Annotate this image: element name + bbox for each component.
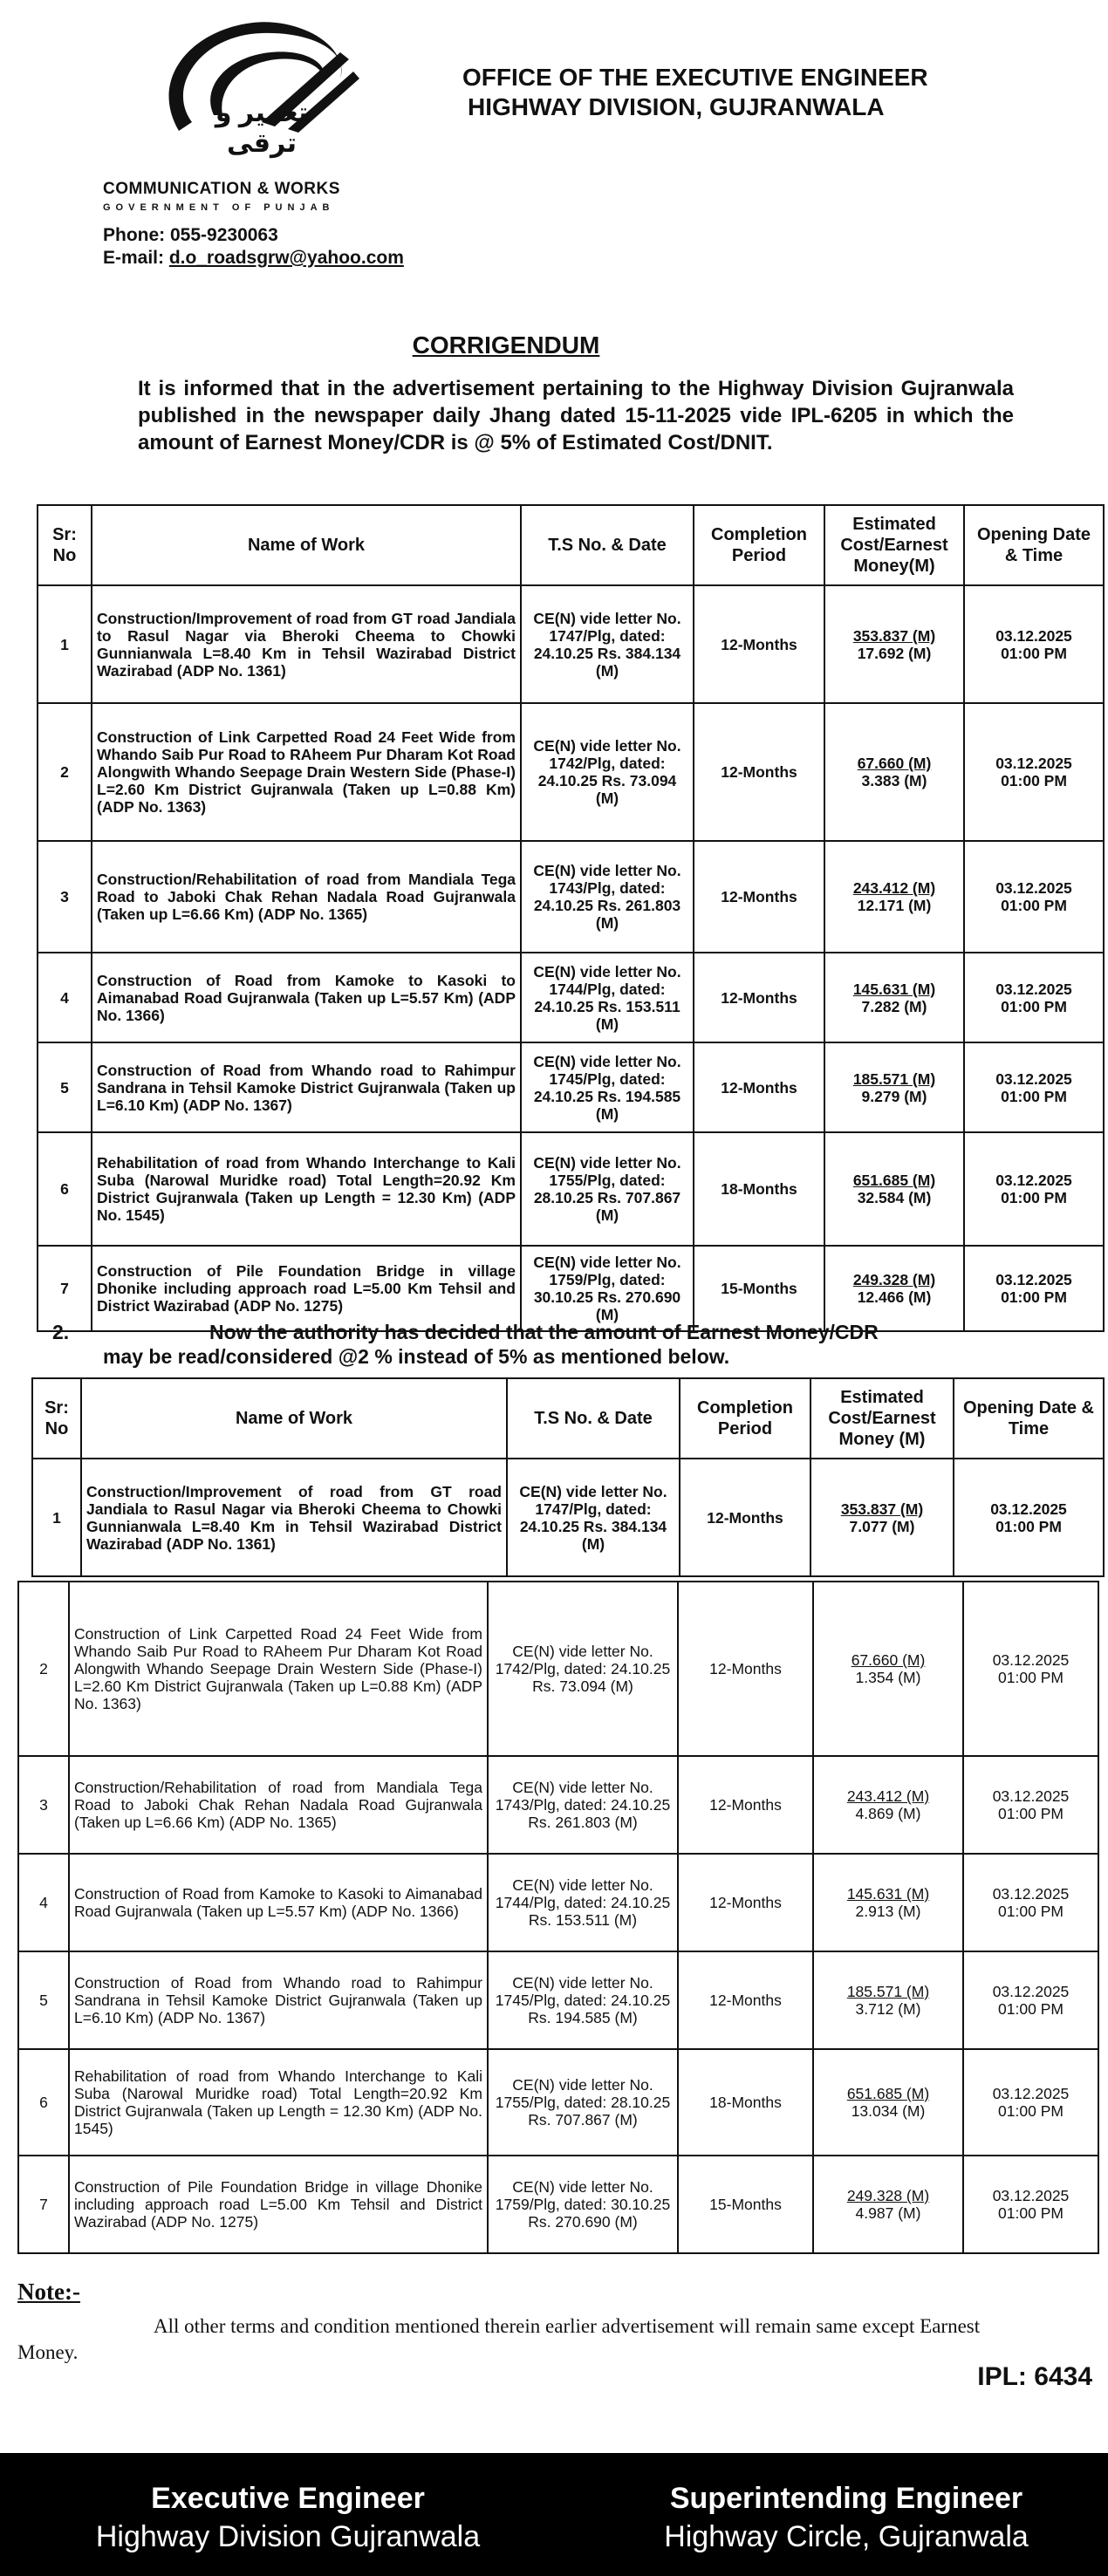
earnest-money: 1.354 (M)	[855, 1669, 921, 1686]
col-cost: Estimated Cost/Earnest Money(M)	[824, 505, 964, 585]
earnest-money: 7.077 (M)	[849, 1517, 915, 1535]
cell-period: 18-Months	[678, 2049, 813, 2156]
estimated-cost: 651.685 (M)	[846, 2085, 930, 2102]
cell-name: Construction of Road from Kamoke to Kasoki to Aimanabad Road Gujranwala (Taken up L=5.57 Km) (ADP No. 1366)	[69, 1854, 488, 1951]
cell-period: 12-Months	[678, 1756, 813, 1854]
table-row	[18, 2049, 1098, 2156]
cell-cost	[824, 1042, 964, 1132]
cell-period: 12-Months	[678, 1582, 813, 1756]
opening-time: 01:00 PM	[1001, 1288, 1067, 1306]
opening-time: 01:00 PM	[1001, 1087, 1067, 1105]
opening-date: 03.12.2025	[992, 1787, 1070, 1805]
table-header-row	[32, 1378, 1104, 1459]
cell-ts: CE(N) vide letter No. 1747/Plg, dated: 24.10.25 Rs. 384.134 (M)	[521, 585, 694, 703]
opening-time: 01:00 PM	[1001, 772, 1067, 789]
para2-number: 2.	[52, 1321, 70, 1343]
earnest-money: 12.466 (M)	[857, 1288, 932, 1306]
cell-period: 12-Months	[678, 1854, 813, 1951]
table-row	[18, 1854, 1098, 1951]
cell-name: Rehabilitation of road from Whando Interchange to Kali Suba (Narowal Muridke road) Total Length=20.92 Km District Gujranwala (Taken up Length = 12.30 Km) (ADP No. 1545)	[92, 1132, 521, 1246]
cell-ts: CE(N) vide letter No. 1743/Plg, dated: 24.10.25 Rs. 261.803 (M)	[521, 841, 694, 953]
earnest-money: 2.913 (M)	[855, 1903, 921, 1920]
table-row	[38, 703, 1104, 841]
opening-date: 03.12.2025	[992, 1885, 1070, 1903]
cell-cost	[824, 585, 964, 703]
estimated-cost: 249.328 (M)	[852, 1271, 936, 1288]
opening-date: 03.12.2025	[995, 1069, 1072, 1088]
estimated-cost: 353.837 (M)	[840, 1500, 924, 1518]
office-line-1: OFFICE OF THE EXECUTIVE ENGINEER	[462, 64, 928, 91]
estimated-cost: 651.685 (M)	[852, 1172, 936, 1189]
cell-name: Construction/Rehabilitation of road from Mandiala Tega Road to Jaboki Chak Rehan Nadala Road Gujranwala (Taken up L=6.66 Km) (ADP No. 1365)	[92, 841, 521, 953]
estimated-cost: 243.412 (M)	[852, 879, 936, 897]
cell-name: Construction/Improvement of road from GT road Jandiala to Rasul Nagar via Bheroki Cheema to Chowki Gunnianwala L=8.40 Km in Tehsil Wazirabad District Wazirabad (ADP No. 1361)	[92, 585, 521, 703]
note-text: All other terms and condition mentioned therein earlier advertisement will remain same except Earnest Money.	[17, 2315, 981, 2363]
office-title	[462, 63, 986, 122]
opening-date: 03.12.2025	[992, 1983, 1070, 2000]
cell-opening	[963, 2049, 1098, 2156]
cell-opening	[963, 1582, 1098, 1756]
cell-cost	[813, 1756, 963, 1854]
cell-period: 18-Months	[694, 1132, 824, 1246]
cell-sr: 6	[38, 1132, 92, 1246]
cell-opening	[954, 1459, 1104, 1576]
opening-date: 03.12.2025	[995, 1172, 1072, 1189]
cell-ts: CE(N) vide letter No. 1742/Plg, dated: 24.10.25 Rs. 73.094 (M)	[521, 703, 694, 841]
earnest-money: 7.282 (M)	[861, 997, 927, 1015]
office-line-2: HIGHWAY DIVISION, GUJRANWALA	[468, 93, 885, 120]
cell-cost	[824, 1132, 964, 1246]
opening-date: 03.12.2025	[995, 626, 1072, 645]
signature-role: Superintending Engineer	[669, 2482, 1023, 2515]
signature-footer	[0, 2453, 1108, 2576]
opening-date: 03.12.2025	[992, 2187, 1070, 2204]
opening-time: 01:00 PM	[1001, 1189, 1067, 1206]
col-opening: Opening Date & Time	[964, 505, 1104, 585]
cell-ts: CE(N) vide letter No. 1743/Plg, dated: 24.10.25 Rs. 261.803 (M)	[488, 1756, 678, 1854]
cell-opening	[964, 703, 1104, 841]
cell-name: Construction/Improvement of road from GT road Jandiala to Rasul Nagar via Bheroki Cheema to Chowki Gunnianwala L=8.40 Km in Tehsil Wazirabad District Wazirabad (ADP No. 1361)	[81, 1459, 507, 1576]
opening-time: 01:00 PM	[998, 2204, 1064, 2222]
cell-opening	[963, 2156, 1098, 2253]
table-header-row	[38, 505, 1104, 585]
cell-ts: CE(N) vide letter No. 1745/Plg, dated: 24.10.25 Rs. 194.585 (M)	[521, 1042, 694, 1132]
cell-sr: 4	[38, 953, 92, 1042]
cell-ts: CE(N) vide letter No. 1742/Plg, dated: 24.10.25 Rs. 73.094 (M)	[488, 1582, 678, 1756]
earnest-money: 4.869 (M)	[855, 1805, 921, 1822]
opening-time: 01:00 PM	[998, 1903, 1064, 1920]
cell-cost	[824, 953, 964, 1042]
cell-name: Construction/Rehabilitation of road from Mandiala Tega Road to Jaboki Chak Rehan Nadala Road Gujranwala (Taken up L=6.66 Km) (ADP No. 1365)	[69, 1756, 488, 1854]
table-row	[18, 1582, 1098, 1756]
cell-period: 12-Months	[678, 1951, 813, 2049]
estimated-cost: 67.660 (M)	[851, 1651, 926, 1669]
opening-date: 03.12.2025	[995, 1271, 1072, 1288]
cell-sr: 1	[32, 1459, 81, 1576]
cw-logo	[131, 17, 384, 179]
cell-sr: 3	[38, 841, 92, 953]
cell-sr: 2	[38, 703, 92, 841]
cell-ts: CE(N) vide letter No. 1759/Plg, dated: 30.10.25 Rs. 270.690 (M)	[521, 1246, 694, 1331]
cell-cost	[813, 1951, 963, 2049]
opening-time: 01:00 PM	[998, 2000, 1064, 2018]
earnest-money: 12.171 (M)	[857, 897, 932, 914]
logo-urdu-text: تعمیر و ترقی	[215, 99, 309, 158]
para2-text-1: Now the authority has decided that the amount of Earnest Money/CDR	[209, 1321, 879, 1343]
cell-ts: CE(N) vide letter No. 1755/Plg, dated: 28.10.25 Rs. 707.867 (M)	[488, 2049, 678, 2156]
cell-opening	[964, 1246, 1104, 1331]
cell-name: Construction of Road from Whando road to Rahimpur Sandrana in Tehsil Kamoke District Gujranwala (Taken up L=6.10 Km) (ADP No. 1367)	[92, 1042, 521, 1132]
cell-period: 12-Months	[694, 703, 824, 841]
cell-cost	[813, 2156, 963, 2253]
cell-name: Construction of Pile Foundation Bridge in village Dhonike including approach road L=5.00 Km Tehsil and District Wazirabad (ADP No. 1275)	[69, 2156, 488, 2253]
cell-ts: CE(N) vide letter No. 1747/Plg, dated: 24.10.25 Rs. 384.134 (M)	[507, 1459, 680, 1576]
cell-sr: 2	[18, 1582, 69, 1756]
cell-opening	[964, 953, 1104, 1042]
estimated-cost: 145.631 (M)	[846, 1885, 930, 1903]
col-sr: Sr: No	[32, 1378, 81, 1459]
estimated-cost: 353.837 (M)	[852, 626, 936, 645]
signature-unit: Highway Division Gujranwala	[95, 2520, 481, 2553]
cell-sr: 3	[18, 1756, 69, 1854]
cell-name: Construction of Link Carpetted Road 24 Feet Wide from Whando Saib Pur Road to RAheem Pur Dharam Kot Road Alongwith Whando Seepage Drain Western Side (Phase-I) L=2.60 Km District Gujranwala (Taken up L=0.88 Km) (ADP No. 1363)	[69, 1582, 488, 1756]
cell-cost	[810, 1459, 954, 1576]
cell-cost	[813, 2049, 963, 2156]
note-label: Note:-	[17, 2279, 80, 2305]
col-period: Completion Period	[680, 1378, 810, 1459]
opening-time: 01:00 PM	[998, 1805, 1064, 1822]
para2-line-1	[52, 1320, 1012, 1344]
opening-date: 03.12.2025	[995, 980, 1072, 998]
earnest-money: 4.987 (M)	[855, 2204, 921, 2222]
opening-date: 03.12.2025	[992, 2085, 1070, 2102]
col-ts: T.S No. & Date	[507, 1378, 680, 1459]
cell-cost	[824, 841, 964, 953]
cell-sr: 1	[38, 585, 92, 703]
cell-opening	[964, 585, 1104, 703]
signature-role: Executive Engineer	[151, 2482, 425, 2515]
cell-period: 12-Months	[694, 953, 824, 1042]
department-name: COMMUNICATION & WORKS	[103, 180, 340, 198]
earnest-money: 17.692 (M)	[857, 644, 932, 662]
cell-name: Construction of Road from Whando road to Rahimpur Sandrana in Tehsil Kamoke District Gujranwala (Taken up L=6.10 Km) (ADP No. 1367)	[69, 1951, 488, 2049]
cell-name: Construction of Pile Foundation Bridge in village Dhonike including approach road L=5.00 Km Tehsil and District Wazirabad (ADP No. 1275)	[92, 1246, 521, 1331]
col-ts: T.S No. & Date	[521, 505, 694, 585]
col-opening: Opening Date & Time	[954, 1378, 1104, 1459]
cell-ts: CE(N) vide letter No. 1755/Plg, dated: 28.10.25 Rs. 707.867 (M)	[521, 1132, 694, 1246]
col-name: Name of Work	[92, 505, 521, 585]
page-title: CORRIGENDUM	[412, 331, 600, 359]
earnest-money: 32.584 (M)	[857, 1189, 932, 1206]
cell-opening	[963, 1854, 1098, 1951]
para2-text-2: may be read/considered @2 % instead of 5% as mentioned below.	[103, 1345, 730, 1368]
cell-name: Rehabilitation of road from Whando Interchange to Kali Suba (Narowal Muridke road) Total Length=20.92 Km District Gujranwala (Taken up Length = 12.30 Km) (ADP No. 1545)	[69, 2049, 488, 2156]
phone-number: Phone: 055-9230063	[103, 225, 278, 245]
table-row	[38, 1246, 1104, 1331]
opening-date: 03.12.2025	[992, 1651, 1070, 1669]
cell-opening	[964, 1042, 1104, 1132]
cell-period: 12-Months	[694, 585, 824, 703]
cell-sr: 6	[18, 2049, 69, 2156]
cell-period: 12-Months	[680, 1459, 810, 1576]
opening-time: 01:00 PM	[1001, 897, 1067, 914]
col-period: Completion Period	[694, 505, 824, 585]
email-line	[103, 248, 404, 269]
cell-sr: 7	[38, 1246, 92, 1331]
estimated-cost: 249.328 (M)	[846, 2187, 930, 2204]
cell-period: 12-Months	[694, 1042, 824, 1132]
email-label: E-mail:	[103, 248, 169, 268]
table-row	[38, 1042, 1104, 1132]
opening-date: 03.12.2025	[990, 1500, 1067, 1518]
signature-unit: Highway Circle, Gujranwala	[664, 2520, 1029, 2553]
estimated-cost: 145.631 (M)	[852, 980, 936, 998]
opening-date: 03.12.2025	[995, 879, 1072, 897]
table-row	[18, 1756, 1098, 1854]
earnest-money: 3.712 (M)	[855, 2000, 921, 2018]
earnest-money: 3.383 (M)	[861, 772, 927, 789]
earnest-money: 9.279 (M)	[861, 1087, 927, 1105]
cell-period: 15-Months	[678, 2156, 813, 2253]
revised-works-table-part1	[31, 1377, 1105, 1577]
col-name: Name of Work	[81, 1378, 507, 1459]
signature-superintending-engineer	[593, 2479, 1099, 2556]
government-name: GOVERNMENT OF PUNJAB	[103, 202, 335, 213]
estimated-cost: 185.571 (M)	[852, 1069, 936, 1088]
opening-time: 01:00 PM	[1001, 644, 1067, 662]
ipl-number: IPL: 6434	[977, 2362, 1092, 2391]
opening-time: 01:00 PM	[998, 2102, 1064, 2120]
opening-time: 01:00 PM	[1001, 997, 1067, 1015]
table-row	[18, 2156, 1098, 2253]
cell-name: Construction of Road from Kamoke to Kasoki to Aimanabad Road Gujranwala (Taken up L=5.57 Km) (ADP No. 1366)	[92, 953, 521, 1042]
cell-cost	[813, 1854, 963, 1951]
table-row	[38, 1132, 1104, 1246]
signature-executive-engineer	[35, 2479, 541, 2556]
email-link[interactable]: d.o_roadsgrw@yahoo.com	[168, 248, 404, 268]
col-cost: Estimated Cost/Earnest Money (M)	[810, 1378, 954, 1459]
cell-sr: 5	[38, 1042, 92, 1132]
table-row	[38, 953, 1104, 1042]
cell-ts: CE(N) vide letter No. 1745/Plg, dated: 24.10.25 Rs. 194.585 (M)	[488, 1951, 678, 2049]
cell-opening	[963, 1951, 1098, 2049]
earnest-money: 13.034 (M)	[851, 2102, 926, 2120]
cell-period: 12-Months	[694, 841, 824, 953]
table-row	[38, 585, 1104, 703]
letterhead	[0, 0, 1108, 331]
cell-period: 15-Months	[694, 1246, 824, 1331]
cell-cost	[824, 1246, 964, 1331]
estimated-cost: 185.571 (M)	[846, 1983, 930, 2000]
cell-ts: CE(N) vide letter No. 1744/Plg, dated: 24.10.25 Rs. 153.511 (M)	[488, 1854, 678, 1951]
cell-cost	[813, 1582, 963, 1756]
original-works-table	[37, 504, 1105, 1332]
opening-time: 01:00 PM	[995, 1517, 1062, 1535]
paragraph-2	[52, 1320, 1012, 1369]
cell-sr: 4	[18, 1854, 69, 1951]
opening-time: 01:00 PM	[998, 1669, 1064, 1686]
cell-sr: 5	[18, 1951, 69, 2049]
cell-cost	[824, 703, 964, 841]
cell-ts: CE(N) vide letter No. 1744/Plg, dated: 24.10.25 Rs. 153.511 (M)	[521, 953, 694, 1042]
col-sr: Sr: No	[38, 505, 92, 585]
estimated-cost: 67.660 (M)	[857, 755, 932, 772]
cell-name: Construction of Link Carpetted Road 24 Feet Wide from Whando Saib Pur Road to RAheem Pur Dharam Kot Road Alongwith Whando Seepage Drain Western Side (Phase-I) L=2.60 Km District Gujranwala (Taken up L=0.88 Km) (ADP No. 1363)	[92, 703, 521, 841]
table-row	[38, 841, 1104, 953]
cell-sr: 7	[18, 2156, 69, 2253]
estimated-cost: 243.412 (M)	[846, 1787, 930, 1805]
table-row	[18, 1951, 1098, 2049]
opening-date: 03.12.2025	[995, 755, 1072, 772]
cell-opening	[963, 1756, 1098, 1854]
cell-opening	[964, 841, 1104, 953]
cell-opening	[964, 1132, 1104, 1246]
intro-paragraph: It is informed that in the advertisement pertaining to the Highway Division Gujranwala published in the newspaper daily Jhang dated 15-11-2025 vide IPL-6205 in which the amount of Earnest Money/CDR is @ 5% of Estimated Cost/DNIT.	[138, 377, 1014, 454]
revised-works-table-part2	[17, 1581, 1099, 2254]
cell-ts: CE(N) vide letter No. 1759/Plg, dated: 30.10.25 Rs. 270.690 (M)	[488, 2156, 678, 2253]
table-row	[32, 1459, 1104, 1576]
